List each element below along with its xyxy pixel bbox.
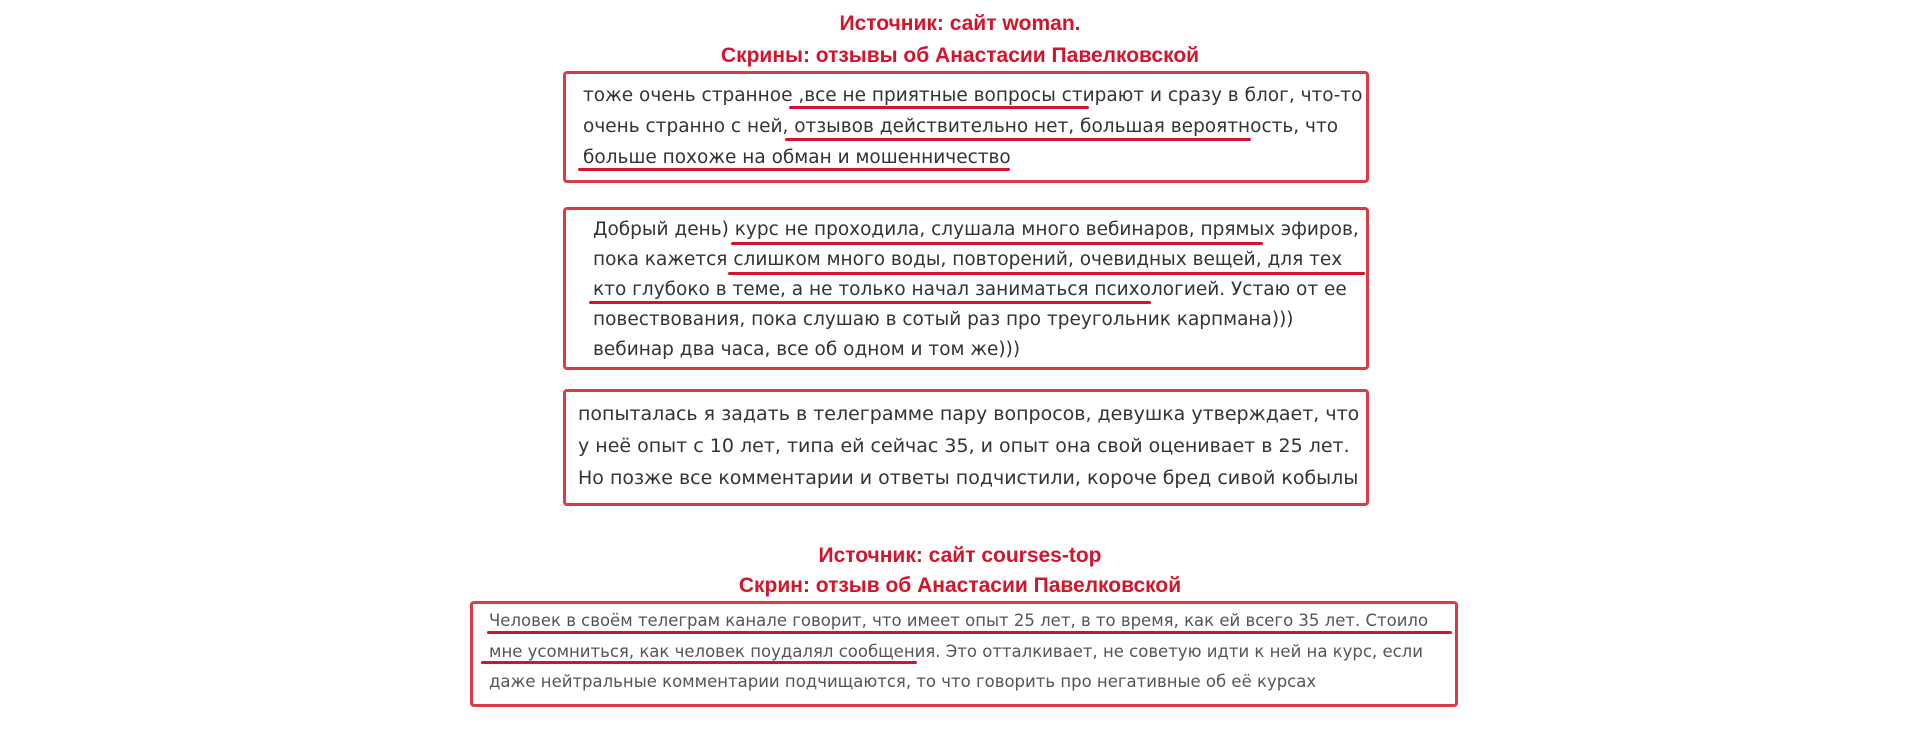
review-text-1: тоже очень странное ,все не приятные вопросы стирают и сразу в блог, что-то очень странно с ней, отзывов действительно нет, большая вероятность, что больше похоже на обман и мошенничество [583, 85, 1363, 168]
source-caption-woman: Источник: сайт woman. [839, 12, 1081, 35]
review-text-4: Человек в своём телеграм канале говорит, что имеет опыт 25 лет, в то время, как ей всего 35 лет. Стоило мне усомниться, как человек поудалял сообщения. Это отталкивает, не советую идти к ней на курс, если даже нейтральные комментарии подчищаются, то что говорить про негативные об её курсах [489, 611, 1429, 691]
screenshot-caption-courses-top: Скрин: отзыв об Анастасии Павелковской [738, 574, 1182, 597]
screenshots-caption-woman: Скрины: отзывы об Анастасии Павелковской [720, 44, 1200, 67]
review-card-3 [563, 389, 1369, 506]
underline-mark [481, 661, 917, 664]
source-caption-courses-top: Источник: сайт courses-top [818, 544, 1102, 567]
underline-mark [731, 242, 1263, 245]
review-text-3: попыталась я задать в телеграмме пару вопросов, девушка утверждает, что у неё опыт с 10 лет, типа ей сейчас 35, и опыт она свой оценивает в 25 лет. Но позже все комментарии и ответы подчистили, короче бред сивой кобылы [578, 403, 1360, 489]
underline-mark [785, 138, 1251, 141]
review-card-4 [470, 601, 1458, 707]
underline-mark [589, 301, 1151, 304]
underline-mark [578, 168, 1010, 171]
review-card-1 [563, 71, 1369, 183]
underline-mark [487, 631, 1452, 634]
review-card-2 [563, 207, 1369, 370]
review-text-2: Добрый день) курс не проходила, слушала много вебинаров, прямых эфиров, пока кажется слишком много воды, повторений, очевидных вещей, для тех кто глубоко в теме, а не только начал заниматься психологией. Устаю от ее повествования, пока слушаю в сотый раз про треугольник карпмана))) вебинар два часа, все об одном и том же))) [593, 219, 1359, 360]
underline-mark [789, 106, 1089, 109]
underline-mark [728, 272, 1365, 275]
